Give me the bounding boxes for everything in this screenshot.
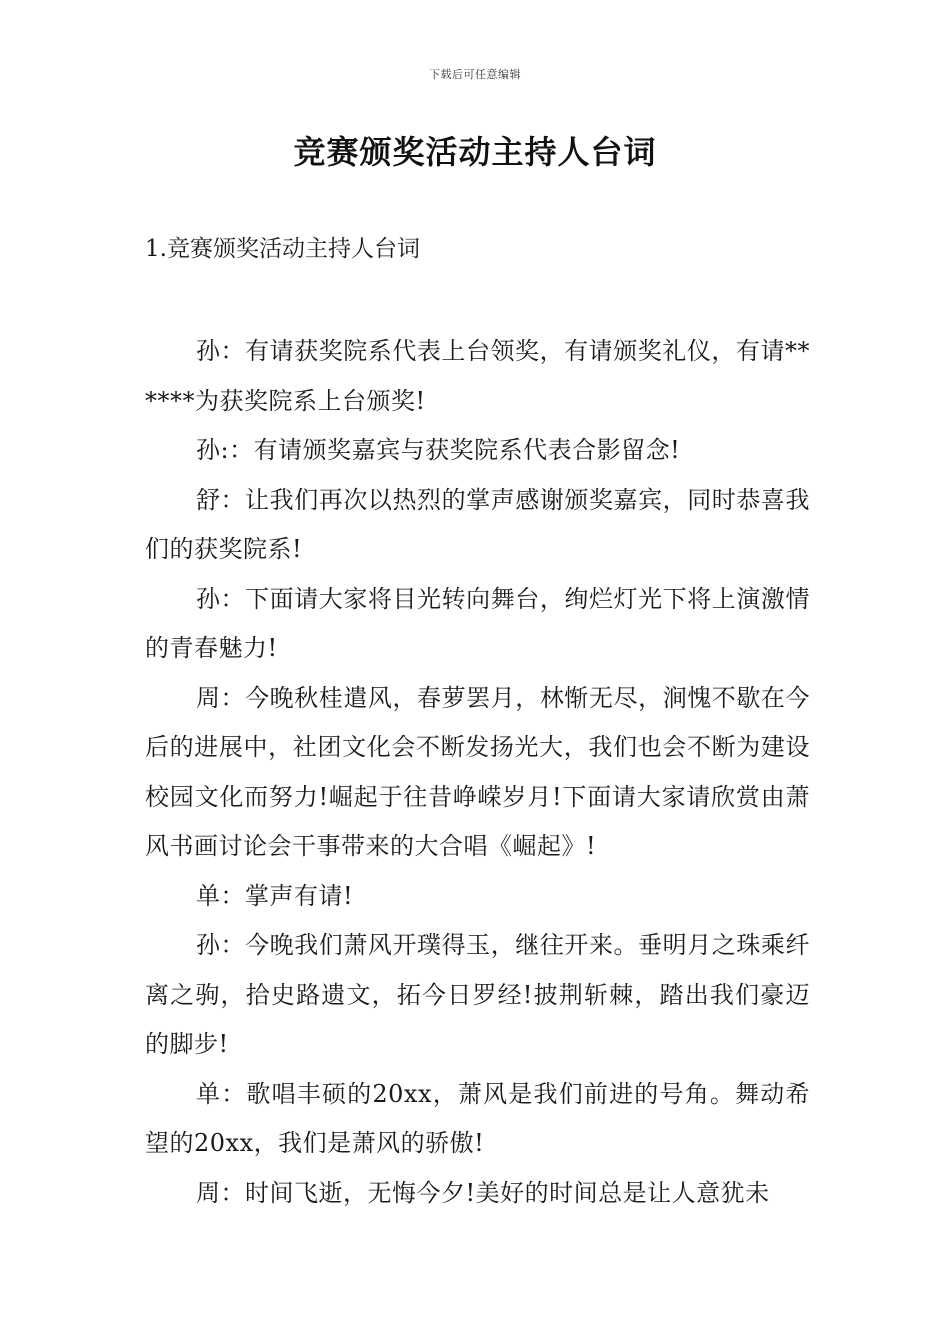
paragraph: 单：掌声有请! (196, 881, 354, 910)
section-heading: 1.竞赛颁奖活动主持人台词 (145, 236, 420, 262)
paragraph: 单：歌唱丰硕的20xx，萧风是我们前进的号角。舞动希望的20xx，我们是萧风的骄傲! (145, 1079, 810, 1157)
paragraph: 孙：今晚我们萧风开璞得玉，继往开来。垂明月之珠乘纤离之驹，拾史路遗文，拓今日罗经!披荆斩棘，踏出我们豪迈的脚步! (145, 931, 810, 1058)
header-note: 下载后可任意编辑 (429, 68, 521, 81)
paragraph: 周：时间飞逝，无悔今夕!美好的时间总是让人意犹未 (196, 1178, 770, 1207)
body-text (145, 327, 810, 1218)
paragraph: 孙:：有请颁奖嘉宾与获奖院系代表合影留念! (196, 436, 681, 464)
paragraph: 孙：下面请大家将目光转向舞台，绚烂灯光下将上演激情的青春魅力! (145, 584, 810, 662)
paragraph: 周：今晚秋桂遣风，春萝罢月，林惭无尽，涧愧不歇在今后的进展中，社团文化会不断发扬光大，我们也会不断为建设校园文化而努力!崛起于往昔峥嵘岁月!下面请大家请欣赏由萧风书画讨论会干事带来的大合唱《崛起》! (145, 683, 810, 860)
paragraph: 孙：有请获奖院系代表上台领奖，有请颁奖礼仪，有请******为获奖院系上台颁奖! (145, 337, 810, 415)
document-title: 竞赛颁奖活动主持人台词 (293, 133, 657, 171)
paragraph: 舒：让我们再次以热烈的掌声感谢颁奖嘉宾，同时恭喜我们的获奖院系! (145, 485, 810, 563)
